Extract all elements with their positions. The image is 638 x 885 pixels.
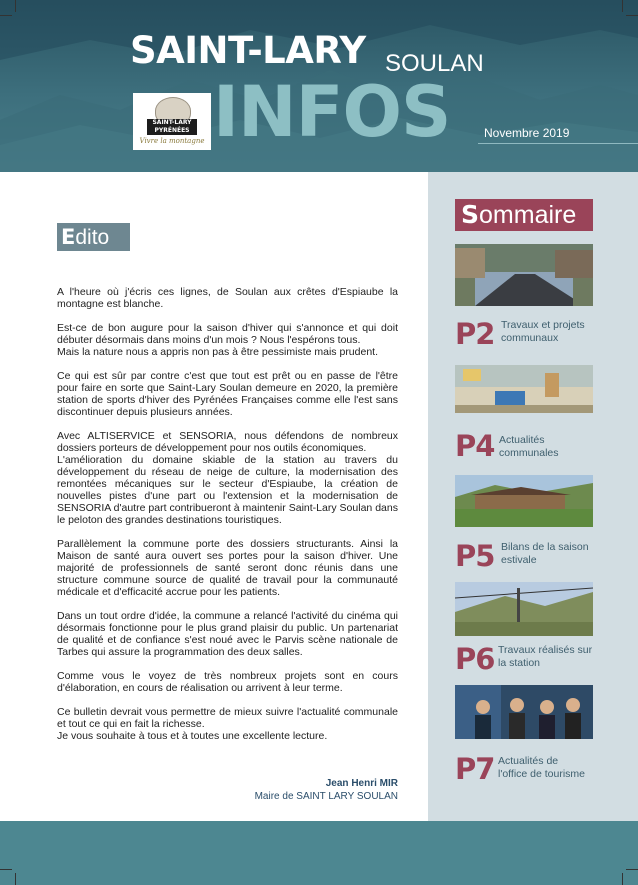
footer-band — [0, 821, 638, 885]
edito-paragraph: Ce qui est sûr par contre c'est que tout est prêt ou en passe de l'être pour faire en sorte que Saint-Lary Soulan demeure en 2020, la première station de sports d'hiver des Pyrénées Françaises comme elle l'est sans discontinuer depuis plusieurs années. — [57, 370, 398, 418]
crop-mark — [0, 869, 12, 870]
edito-rest: dito — [75, 226, 110, 249]
crop-mark — [622, 0, 623, 12]
logo-line2: PYRÉNÉES — [154, 127, 190, 134]
crop-mark — [626, 869, 638, 870]
header-banner — [0, 0, 638, 172]
crop-mark — [0, 15, 12, 16]
photo-classroom — [455, 365, 593, 413]
edito-paragraph: Dans un tout ordre d'idée, la commune a relancé l'activité du cinéma qui désormais fonctionne pour le plus grand plaisir du public. Un partenariat de qualité et de confiance s'est noué avec le Parvis scène nationale de Tarbes qui assure la programmation des deux salles. — [57, 610, 398, 658]
edito-heading — [57, 223, 130, 251]
sommaire-item-label: Actualités communales — [499, 434, 559, 459]
crop-mark — [626, 15, 638, 16]
sommaire-item-label: Travaux réalisés sur la station — [498, 644, 593, 669]
title-saint-lary: SAINT-LARY — [130, 29, 366, 72]
sommaire-item-label: Actualités de l'office de tourisme — [498, 755, 586, 780]
crop-mark — [622, 873, 623, 885]
photo-team — [455, 685, 593, 739]
photo-ski-lift — [455, 582, 593, 636]
edito-paragraph: Parallèlement la commune porte des dossiers structurants. Ainsi la Maison de santé aura ouvert ses portes pour la saison d'hiver. Une majorité de professionnels de santé seront donc réunis dans une structure commune source de qualité de travail pour la communauté médicale et d'efficacité accrue pour les patients. — [57, 538, 398, 598]
issue-date: Novembre 2019 — [484, 126, 570, 140]
photo-building — [455, 475, 593, 527]
photo-street — [455, 244, 593, 306]
title-infos: INFOS — [213, 71, 451, 153]
sommaire-item-label: Bilans de la saison estivale — [501, 541, 589, 566]
page-number: P4 — [455, 429, 495, 463]
signature-name: Jean Henri MIR — [325, 778, 398, 789]
sommaire-heading — [455, 199, 593, 231]
signature — [255, 777, 398, 803]
logo-line1: SAINT-LARY — [152, 119, 192, 126]
page-number: P2 — [455, 317, 495, 351]
edito-paragraph: Avec ALTISERVICE et SENSORIA, nous défendons de nombreux dossiers porteurs de développement pour nos outils économiques. L'amélioration du domaine skiable de la station au travers du développement du réseau de neige de culture, la modernisation des remontées mécaniques sur le secteur d'Espiaube, la création de nouvelles pistes d'une part ou l'extension et la modernisation de SENSORIA d'autre part contribueront à maintenir Saint-Lary Soulan dans le peloton des grandes destinations touristiques. — [57, 430, 398, 526]
date-divider — [478, 143, 638, 144]
signature-role: Maire de SAINT LARY SOULAN — [254, 791, 398, 802]
sommaire-rest: ommaire — [479, 201, 577, 229]
edito-paragraph: Ce bulletin devrait vous permettre de mieux suivre l'actualité communale et tout ce qui en fait la richesse. Je vous souhaite à tous et à toutes une excellente lecture. — [57, 706, 398, 742]
page-number: P5 — [455, 539, 495, 573]
town-logo — [133, 93, 211, 150]
page-number: P6 — [455, 642, 495, 676]
crop-mark — [15, 873, 16, 885]
logo-tagline: Vivre la montagne — [139, 137, 205, 145]
page-number: P7 — [455, 752, 495, 786]
edito-body — [57, 286, 398, 754]
edito-paragraph: Comme vous le voyez de très nombreux projets sont en cours d'élaboration, en cours de réalisation ou arrivent à leur terme. — [57, 670, 398, 694]
crop-mark — [15, 0, 16, 12]
sommaire-item-label: Travaux et projets communaux — [501, 319, 585, 344]
edito-paragraph: Est-ce de bon augure pour la saison d'hiver qui s'annonce et qui doit débuter désormais dans moins d'un mois ? Nous l'espérons tous. Mais la nature nous a appris non pas à être pessimiste mais prudent. — [57, 322, 398, 358]
sommaire-initial: S — [461, 200, 480, 229]
title-soulan: SOULAN — [385, 50, 484, 77]
edito-paragraph: A l'heure où j'écris ces lignes, de Soulan aux crêtes d'Espiaube la montagne est blanche. — [57, 286, 398, 310]
edito-initial: E — [61, 225, 76, 249]
